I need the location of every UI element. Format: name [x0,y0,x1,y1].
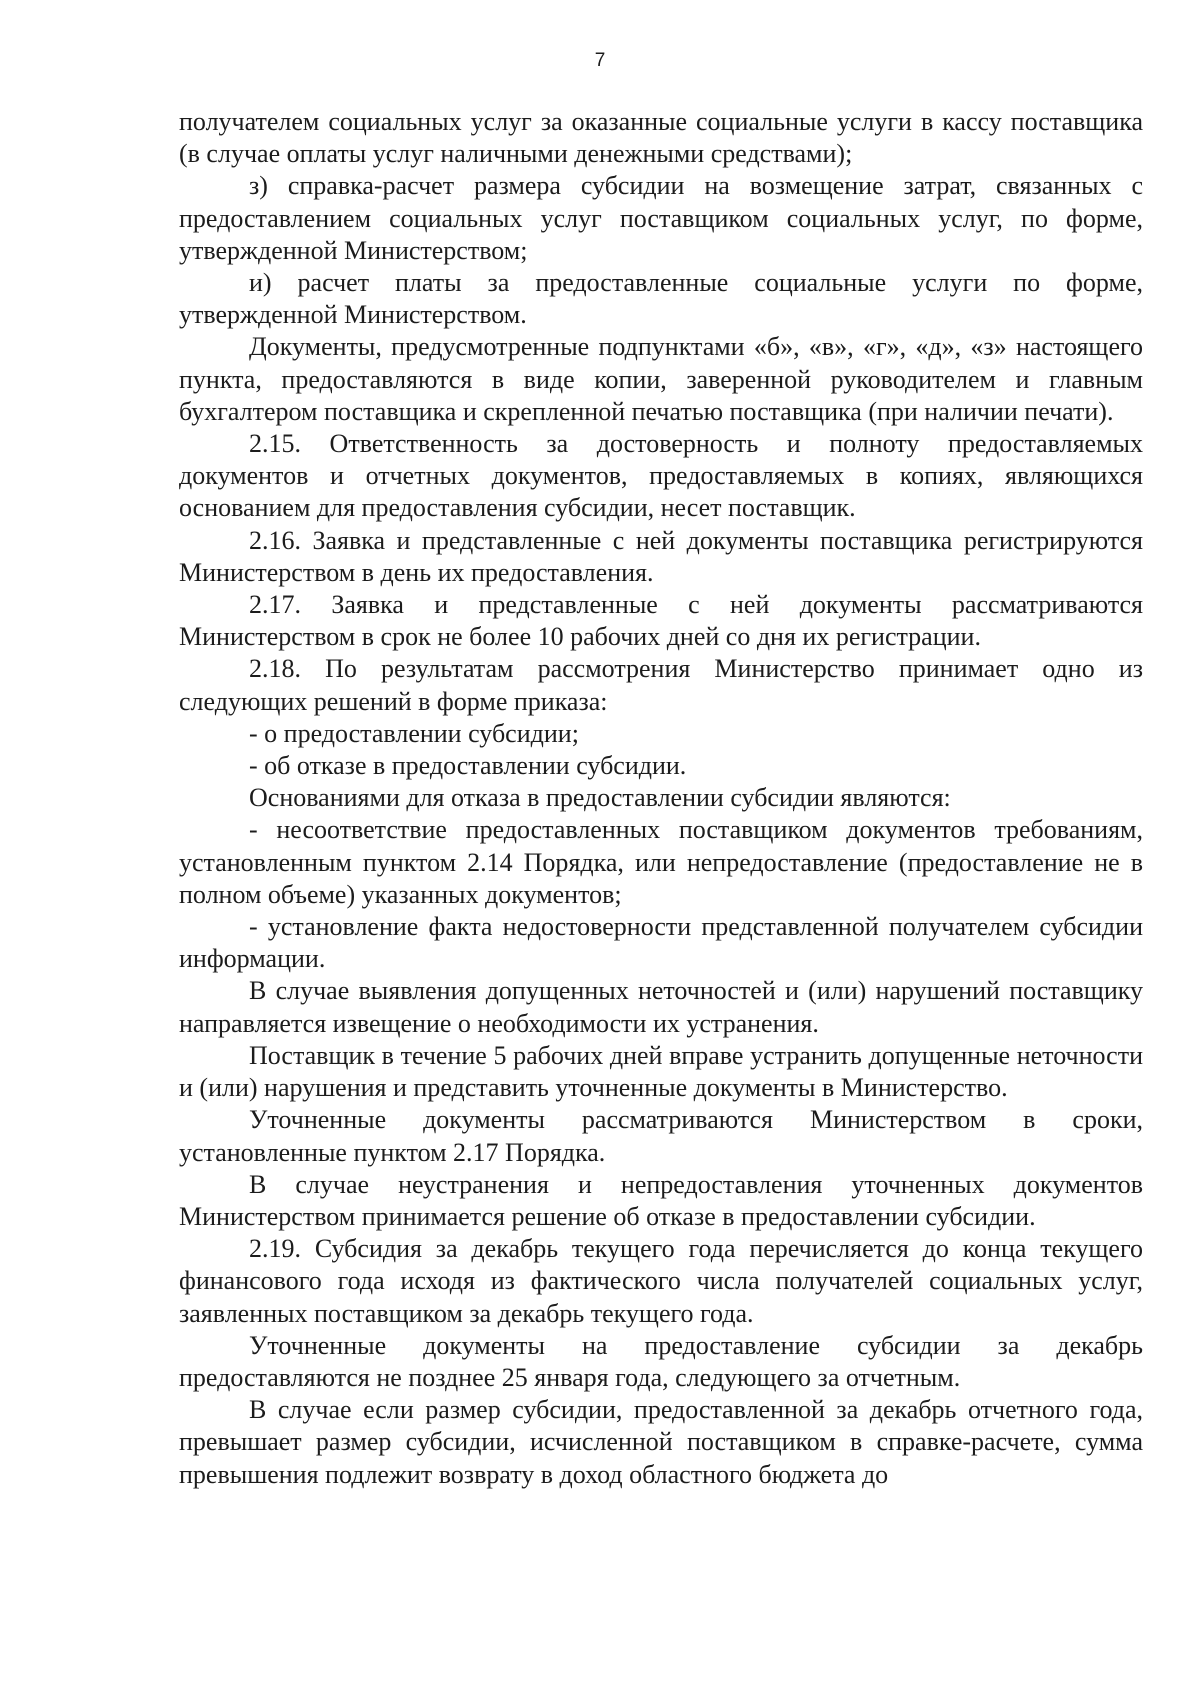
list-item: - установление факта недостоверности представленной получателем субсидии информации. [179,912,1143,974]
paragraph: Основаниями для отказа в предоставлении субсидии являются: [249,783,951,813]
paragraph: получателем социальных услуг за оказанные социальные услуги в кассу поставщика (в случае оплаты услуг наличными денежными средствами); [179,107,1143,169]
paragraph: В случае если размер субсидии, предоставленной за декабрь отчетного года, превышает размер субсидии, исчисленной поставщиком в справке-расчете, сумма превышения подлежит возврату в доход областного бюджета до [179,1395,1143,1489]
paragraph: 2.17. Заявка и представленные с ней документы рассматриваются Министерством в срок не более 10 рабочих дней со дня их регистрации. [179,590,1143,652]
list-item: - об отказе в предоставлении субсидии. [249,751,687,781]
paragraph: 2.18. По результатам рассмотрения Министерство принимает одно из следующих решений в форме приказа: [179,654,1143,716]
paragraph: В случае выявления допущенных неточностей и (или) нарушений поставщику направляется извещение о необходимости их устранения. [179,976,1143,1038]
paragraph: Уточненные документы на предоставление субсидии за декабрь предоставляются не позднее 25 января года, следующего за отчетным. [179,1330,1143,1392]
list-item: - несоответствие предоставленных поставщиком документов требованиям, установленным пунктом 2.14 Порядка, или непредоставление (предоставление не в полном объеме) указанных документов; [179,815,1143,909]
paragraph: 2.19. Субсидия за декабрь текущего года перечисляется до конца текущего финансового года исходя из фактического числа получателей социальных услуг, заявленных поставщиком за декабрь текущего года. [179,1234,1143,1328]
paragraph: Поставщик в течение 5 рабочих дней вправе устранить допущенные неточности и (или) нарушения и представить уточненные документы в Министерство. [179,1040,1143,1103]
paragraph: Уточненные документы рассматриваются Министерством в сроки, установленные пунктом 2.17 Порядка. [179,1105,1143,1167]
page-number: 7 [594,50,606,71]
paragraph: з) справка-расчет размера субсидии на возмещение затрат, связанных с предоставлением социальных услуг поставщиком социальных услуг, по форме, утвержденной Министерством; [179,171,1143,265]
paragraph: 2.15. Ответственность за достоверность и полноту предоставляемых документов и отчетных документов, предоставляемых в копиях, являющихся основанием для предоставления субсидии, несет поставщик. [179,429,1143,523]
paragraph: Документы, предусмотренные подпунктами «б», «в», «г», «д», «з» настоящего пункта, предоставляются в виде копии, заверенной руководителем и главным бухгалтером поставщика и скрепленной печатью поставщика (при наличии печати). [179,332,1143,426]
list-item: - о предоставлении субсидии; [249,718,579,748]
paragraph: В случае неустранения и непредоставления уточненных документов Министерством принимается решение об отказе в предоставлении субсидии. [179,1169,1143,1231]
paragraph: 2.16. Заявка и представленные с ней документы поставщика регистрируются Министерством в день их предоставления. [179,525,1143,587]
paragraph: и) расчет платы за предоставленные социальные услуги по форме, утвержденной Министерством. [179,268,1143,330]
document-body [179,106,1143,1491]
